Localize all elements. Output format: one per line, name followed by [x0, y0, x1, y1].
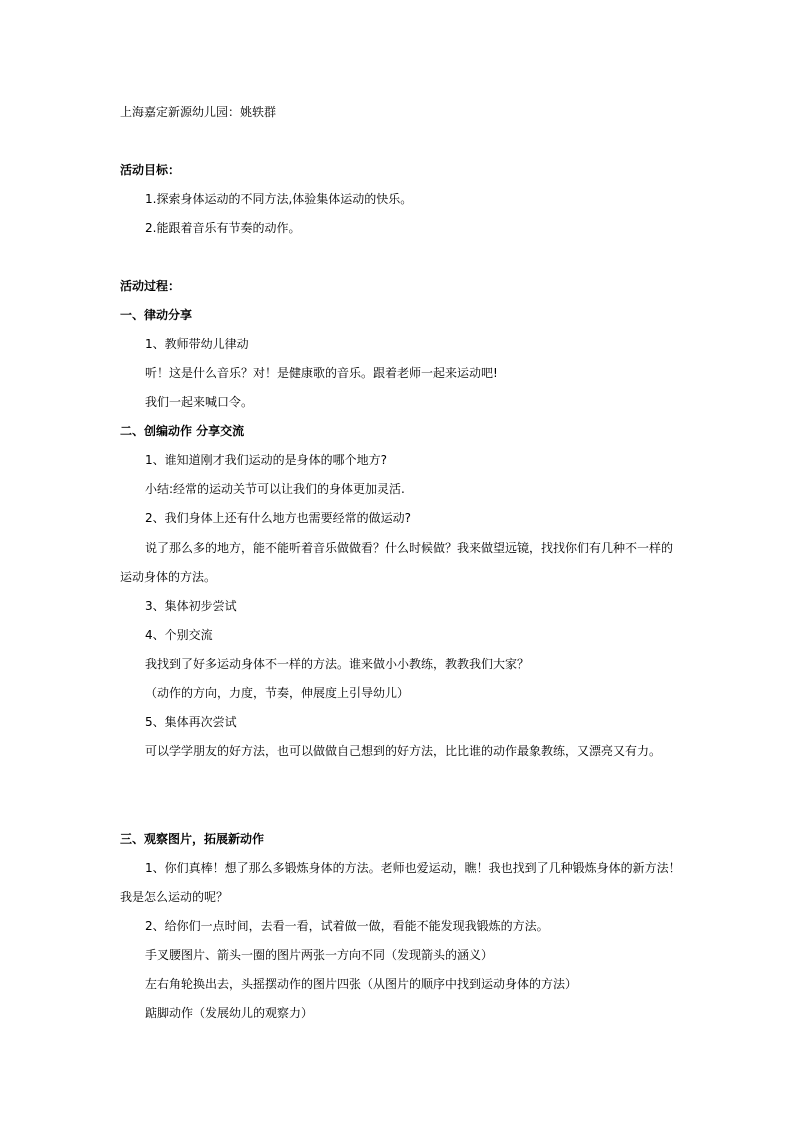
section-title: 三、观察图片，拓展新动作 [120, 832, 265, 846]
section-title: 二、创编动作 分享交流 [120, 424, 245, 438]
section-title: 一、律动分享 [120, 308, 193, 322]
author-line: 上海嘉定新源幼儿园：姚轶群 [120, 105, 277, 119]
goal-item: 2.能跟着音乐有节奏的动作。 [145, 221, 301, 235]
goal-item: 1.探索身体运动的不同方法,体验集体运动的快乐。 [145, 192, 413, 206]
paragraph-line: 4、个别交流 [145, 628, 213, 642]
paragraph-line: 踮脚动作（发展幼儿的观察力） [145, 1006, 314, 1020]
paragraph-line: 1、谁知道刚才我们运动的是身体的哪个地方? [145, 453, 388, 467]
paragraph-line: （动作的方向，力度，节奏，伸展度上引导幼儿） [145, 686, 410, 700]
paragraph-line: 1、你们真棒！想了那么多锻炼身体的方法。老师也爱运动，瞧！我也找到了几种锻炼身体的新方法！ [145, 861, 681, 875]
paragraph-line: 说了那么多的地方，能不能听着音乐做做看？什么时候做？我来做望远镜，找找你们有几种不一样的 [145, 541, 674, 555]
paragraph-line: 小结:经常的运动关节可以让我们的身体更加灵活. [145, 482, 405, 496]
paragraph-line: 我们一起来喊口令。 [145, 395, 254, 409]
paragraph-line: 2、给你们一点时间，去看一看，试着做一做，看能不能发现我锻炼的方法。 [145, 919, 549, 933]
paragraph-line: 1、教师带幼儿律动 [145, 337, 249, 351]
paragraph-line: 2、我们身体上还有什么地方也需要经常的做运动? [145, 511, 412, 525]
paragraph-line: 左右角轮换出去，头摇摆动作的图片四张（从图片的顺序中找到运动身体的方法） [145, 977, 578, 991]
paragraph-line: 5、集体再次尝试 [145, 715, 237, 729]
paragraph-line: 手叉腰图片、箭头一圈的图片两张一方向不同（发现箭头的涵义） [145, 948, 494, 962]
paragraph-line: 我是怎么运动的呢？ [120, 890, 229, 904]
paragraph-line: 我找到了好多运动身体不一样的方法。谁来做小小教练，教教我们大家？ [145, 657, 530, 671]
paragraph-line: 听！这是什么音乐？对！是健康歌的音乐。跟着老师一起来运动吧! [145, 366, 498, 380]
goals-heading: 活动目标： [120, 163, 181, 177]
process-heading: 活动过程： [120, 279, 181, 293]
paragraph-line: 运动身体的方法。 [120, 570, 217, 584]
paragraph-line: 3、集体初步尝试 [145, 599, 237, 613]
paragraph-line: 可以学学朋友的好方法，也可以做做自己想到的好方法，比比谁的动作最象教练，又漂亮又有力。 [145, 744, 662, 758]
